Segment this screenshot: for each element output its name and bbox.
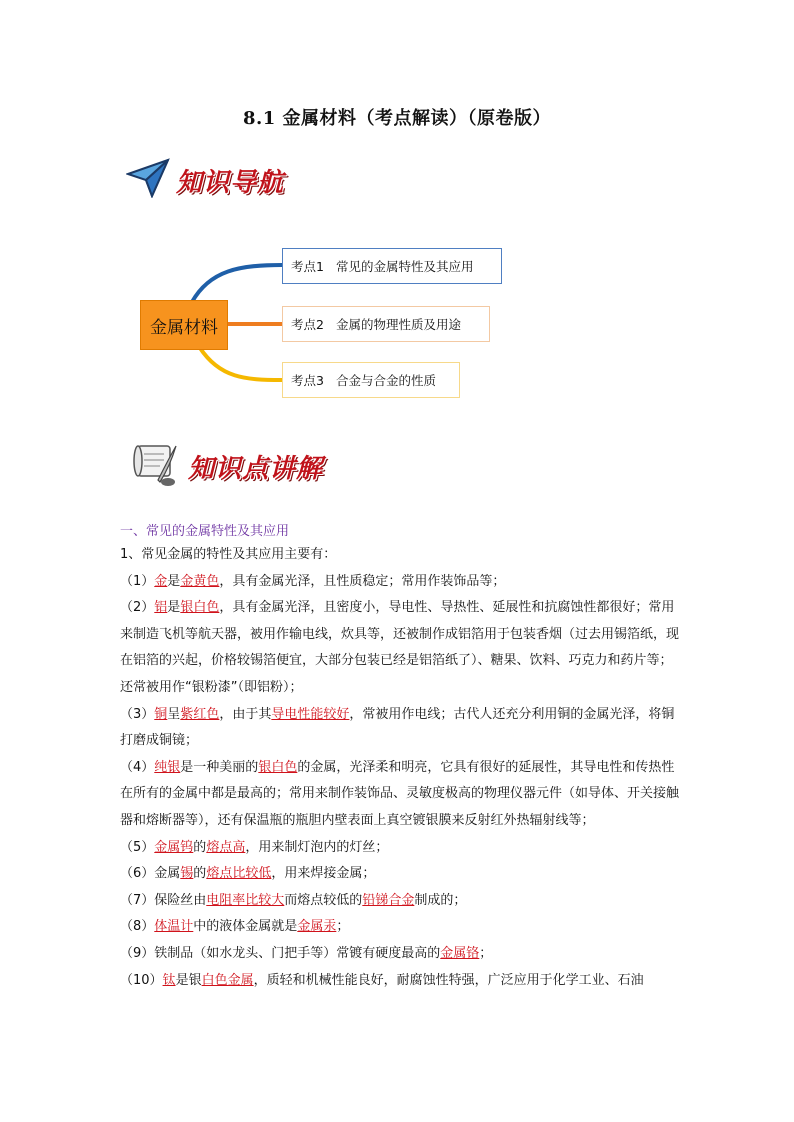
text: （3）	[120, 706, 155, 722]
topic-label: 合金与合金的性质	[335, 373, 436, 388]
text: ，用来制灯泡内的灯丝；	[245, 839, 389, 855]
knowledge-points-banner	[128, 440, 323, 492]
keyword: 银白色	[180, 600, 220, 616]
text: （9）铁制品（如水龙头、门把手等）常镀有硬度最高的	[120, 945, 441, 961]
text: （7）保险丝由	[120, 892, 207, 908]
text: 而熔点较低的	[284, 892, 363, 908]
text: 的金属，光泽柔和明亮，它具有很好的延展性，其导电性和传热性在所有的金属中都是最高的；常用来制作装饰品、灵敏度极高的物理仪器元件（如导体、开关接触器和熔断器等），还有保温瓶的瓶胆内壁表面上真空镀银膜来反射红外热辐射线等；	[120, 759, 680, 828]
item-8	[120, 914, 680, 941]
keyword: 白色金属	[201, 972, 254, 988]
keyword: 铅锑合金	[362, 892, 415, 908]
text: （2）	[120, 600, 155, 616]
section-heading: 一、常见的金属特性及其应用	[120, 524, 290, 539]
scroll-quill-icon	[128, 440, 180, 492]
topic-label: 金属的物理性质及用途	[335, 317, 461, 332]
text: （8）	[120, 919, 155, 935]
keyword: 熔点比较低	[206, 866, 272, 882]
text: 是一种美丽的	[180, 759, 259, 775]
item-7	[120, 888, 680, 915]
text: 呈	[167, 706, 181, 722]
keyword: 电阻率比较大	[206, 892, 285, 908]
item-5	[120, 835, 680, 862]
item-4	[120, 755, 680, 835]
text: （10）	[120, 972, 163, 988]
keyword: 纯银	[154, 759, 181, 775]
item-1	[120, 569, 680, 596]
keyword: 金属汞	[297, 919, 337, 935]
keyword: 导电性能较好	[271, 706, 350, 722]
text: ，常被用作电线；古代人还充分利用铜的金属光泽，将铜打磨成铜镜；	[120, 706, 675, 749]
keyword: 银白色	[258, 759, 298, 775]
mind-map-topic-1	[282, 248, 502, 284]
keyword: 钛	[162, 972, 176, 988]
text: 是	[167, 600, 181, 616]
paper-plane-icon	[126, 158, 170, 202]
mind-map	[130, 240, 530, 410]
keyword: 铝	[154, 600, 168, 616]
keyword: 铜	[154, 706, 168, 722]
item-9	[120, 941, 680, 968]
text: （1）	[120, 573, 155, 589]
keyword: 熔点高	[206, 839, 246, 855]
knowledge-navigation-banner	[126, 158, 284, 202]
text: ；	[479, 945, 493, 961]
text: ，由于其	[219, 706, 272, 722]
mind-map-topic-3	[282, 362, 460, 398]
text: 的	[193, 839, 207, 855]
topic-label: 常见的金属特性及其应用	[335, 259, 474, 274]
text: ，具有金属光泽，且性质稳定；常用作装饰品等；	[219, 573, 506, 589]
item-10	[120, 968, 680, 995]
mind-map-root: 金属材料	[140, 300, 228, 350]
keyword: 金属钨	[154, 839, 194, 855]
keyword: 金	[154, 573, 168, 589]
topic-number: 考点3	[291, 373, 324, 388]
topic-number: 考点2	[291, 317, 324, 332]
intro-line: 1、常见金属的特性及其应用主要有：	[120, 547, 337, 562]
page-title: 8.1 金属材料（考点解读）（原卷版）	[242, 108, 552, 129]
text: （4）	[120, 759, 155, 775]
banner-title: 知识导航	[176, 167, 285, 198]
item-6	[120, 861, 680, 888]
mind-map-topic-2	[282, 306, 490, 342]
text: 制成的；	[414, 892, 467, 908]
text: 的	[193, 866, 207, 882]
keyword: 锡	[180, 866, 194, 882]
item-2	[120, 595, 680, 701]
text: （5）	[120, 839, 155, 855]
banner-title: 知识点讲解	[188, 453, 324, 484]
text: ，用来焊接金属；	[271, 866, 376, 882]
text: ，质轻和机械性能良好，耐腐蚀性特强，广泛应用于化学工业、石油	[253, 972, 644, 988]
keyword: 紫红色	[180, 706, 220, 722]
topic-number: 考点1	[291, 259, 324, 274]
keyword: 金黄色	[180, 573, 220, 589]
text: 中的液体金属就是	[193, 919, 298, 935]
keyword: 体温计	[154, 919, 194, 935]
text: ；	[336, 919, 350, 935]
text: 是	[167, 573, 181, 589]
text: ，具有金属光泽，且密度小，导电性、导热性、延展性和抗腐蚀性都很好；常用来制造飞机等航天器，被用作输电线，炊具等，还被制作成铝箔用于包装香烟（过去用锡箔纸，现在铝箔的兴起，价格较锡箔便宜，大部分包装已经是铝箔纸了）、糖果、饮料、巧克力和药片等；还常被用作“银粉漆”（即铝粉）；	[120, 600, 680, 695]
body-text	[120, 542, 680, 994]
text: （6）金属	[120, 866, 181, 882]
text: 是银	[175, 972, 202, 988]
item-3	[120, 702, 680, 755]
keyword: 金属铬	[440, 945, 480, 961]
